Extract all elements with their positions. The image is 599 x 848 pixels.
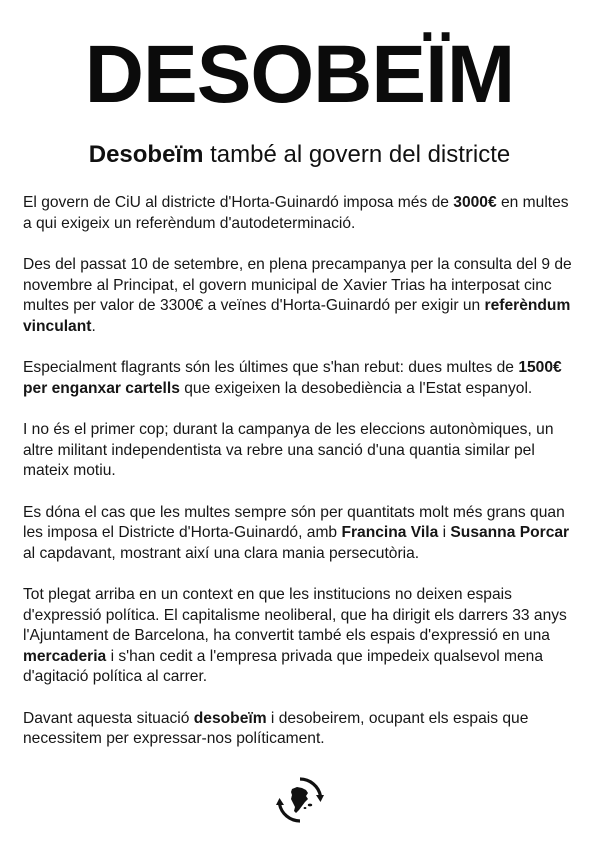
paragraph xyxy=(23,255,579,337)
text-run: I no és el primer cop; durant la campanya de les eleccions autonòmiques, un altre militant independentista va rebre una sanció d'una quantia similar pel mateix motiu. xyxy=(23,421,554,479)
text-run: i xyxy=(438,524,451,541)
text-run: Es dóna el cas que les multes sempre són per quantitats molt més grans quan les imposa el Districte d'Horta-Guinardó, amb xyxy=(23,503,565,541)
bold-text: mercaderia xyxy=(23,647,107,665)
body-text xyxy=(23,193,579,771)
paragraph xyxy=(23,585,579,688)
text-run: en multes a qui exigeix un referèndum d'autodeterminació. xyxy=(23,194,569,232)
paragraph xyxy=(23,193,579,234)
headline: DESOBEÏM xyxy=(84,29,515,120)
paragraph xyxy=(23,358,579,399)
subtitle-bold: Desobeïm xyxy=(88,141,204,168)
bold-text: Francina Vila xyxy=(341,524,439,541)
text-run: Davant aquesta situació xyxy=(23,709,194,727)
bold-text: Susanna Porcar xyxy=(450,524,570,541)
circular-arrows-map-logo-icon xyxy=(275,775,325,825)
text-run: i s'han cedit a l'empresa privada que impedeix qualsevol mena d'agitació política al carrer. xyxy=(23,647,543,685)
text-run: que exigeixen la desobediència a l'Estat espanyol. xyxy=(179,379,533,397)
bold-text: 1500€ per enganxar cartells xyxy=(23,359,562,397)
paragraph xyxy=(23,503,579,565)
subtitle-rest: també al govern del districte xyxy=(203,141,511,168)
text-run: El govern de CiU al districte d'Horta-Guinardó imposa més de xyxy=(23,194,454,211)
bold-text: 3000€ xyxy=(453,194,497,211)
text-run: i desobeirem, ocupant els espais que necessitem per expressar-nos políticament. xyxy=(23,709,529,747)
bold-text: desobeïm xyxy=(193,709,267,727)
paragraph xyxy=(23,709,579,750)
bold-text: referèndum vinculant xyxy=(23,297,571,335)
paragraph xyxy=(23,420,579,482)
text-run: . xyxy=(91,317,96,335)
text-run: Tot plegat arriba en un context en que les institucions no deixen espais d'expressió política. El capitalisme neoliberal, que ha dirigit els darrers 33 anys l'Ajuntament de Barcelona, ha convertit també els espais d'expressió en una xyxy=(23,586,567,644)
text-run: Especialment flagrants són les últimes que s'han rebut: dues multes de xyxy=(23,359,519,376)
text-run: Des del passat 10 de setembre, en plena precampanya per la consulta del 9 de novembre al Principat, el govern municipal de Xavier Trias ha interposat cinc multes per valor de 3300€ a veïnes d'Horta-Guinardó per exigir un xyxy=(23,256,572,314)
text-run: al capdavant, mostrant així una clara mania persecutòria. xyxy=(23,544,420,562)
subtitle xyxy=(0,140,599,170)
